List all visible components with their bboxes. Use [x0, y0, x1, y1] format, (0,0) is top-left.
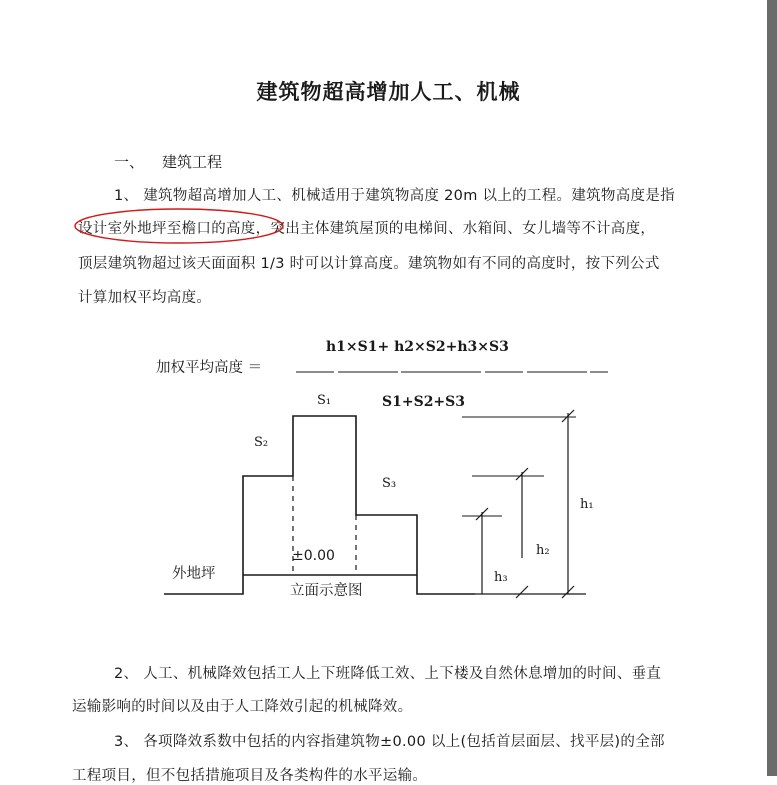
figure-caption: 立面示意图 — [290, 583, 363, 599]
baseline-tick-1 — [516, 586, 528, 598]
para1-line3: 顶层建筑物超过该天面面积 1/3 时可以计算高度。建筑物如有不同的高度时，按下列公式 — [78, 256, 660, 272]
circled-phrase: 设计室外地坪至檐口的高度， — [78, 221, 271, 237]
section-heading — [114, 151, 222, 172]
para1-line2-rest: 突出主体建筑屋顶的电梯间、水箱间、女儿墙等不计高度， — [270, 221, 656, 237]
formula-numerator: h1×S1+ h2×S2+h3×S3 — [326, 339, 509, 355]
page-title: 建筑物超高增加人工、机械 — [256, 80, 521, 104]
label-s2: S₂ — [254, 435, 269, 450]
label-s1: S₁ — [317, 393, 332, 408]
para3-line1: 3、 各项降效系数中包括的内容指建筑物±0.00 以上(包括首层面层、找平层)的全部 — [114, 734, 665, 750]
para3-line2: 工程项目，但不包括措施项目及各类构件的水平运输。 — [72, 768, 428, 784]
para2-line2: 运输影响的时间以及由于人工降效引起的机械降效。 — [72, 699, 413, 715]
elevation-diagram — [150, 330, 620, 610]
para1-line1: 1、 建筑物超高增加人工、机械适用于建筑物高度 20m 以上的工程。建筑物高度是指 — [114, 188, 675, 204]
label-h2: h₂ — [536, 543, 550, 558]
section-label: 建筑工程 — [162, 153, 223, 171]
section-number: 一、 — [114, 153, 145, 171]
scrollbar[interactable] — [767, 0, 777, 776]
para2-line1: 2、 人工、机械降效包括工人上下班降低工效、上下楼及自然休息增加的时间、垂直 — [114, 666, 662, 682]
formula-denominator: S1+S2+S3 — [382, 394, 466, 410]
label-h1: h₁ — [580, 497, 594, 512]
label-s3: S₃ — [382, 476, 397, 491]
red-circle-annotation — [72, 206, 288, 246]
label-h3: h₃ — [494, 570, 508, 585]
label-ground: 外地坪 — [172, 566, 216, 582]
formula-label: 加权平均高度 ＝ — [156, 360, 263, 376]
para1-line4: 计算加权平均高度。 — [78, 290, 212, 306]
label-zero-level: ±0.00 — [292, 548, 335, 564]
